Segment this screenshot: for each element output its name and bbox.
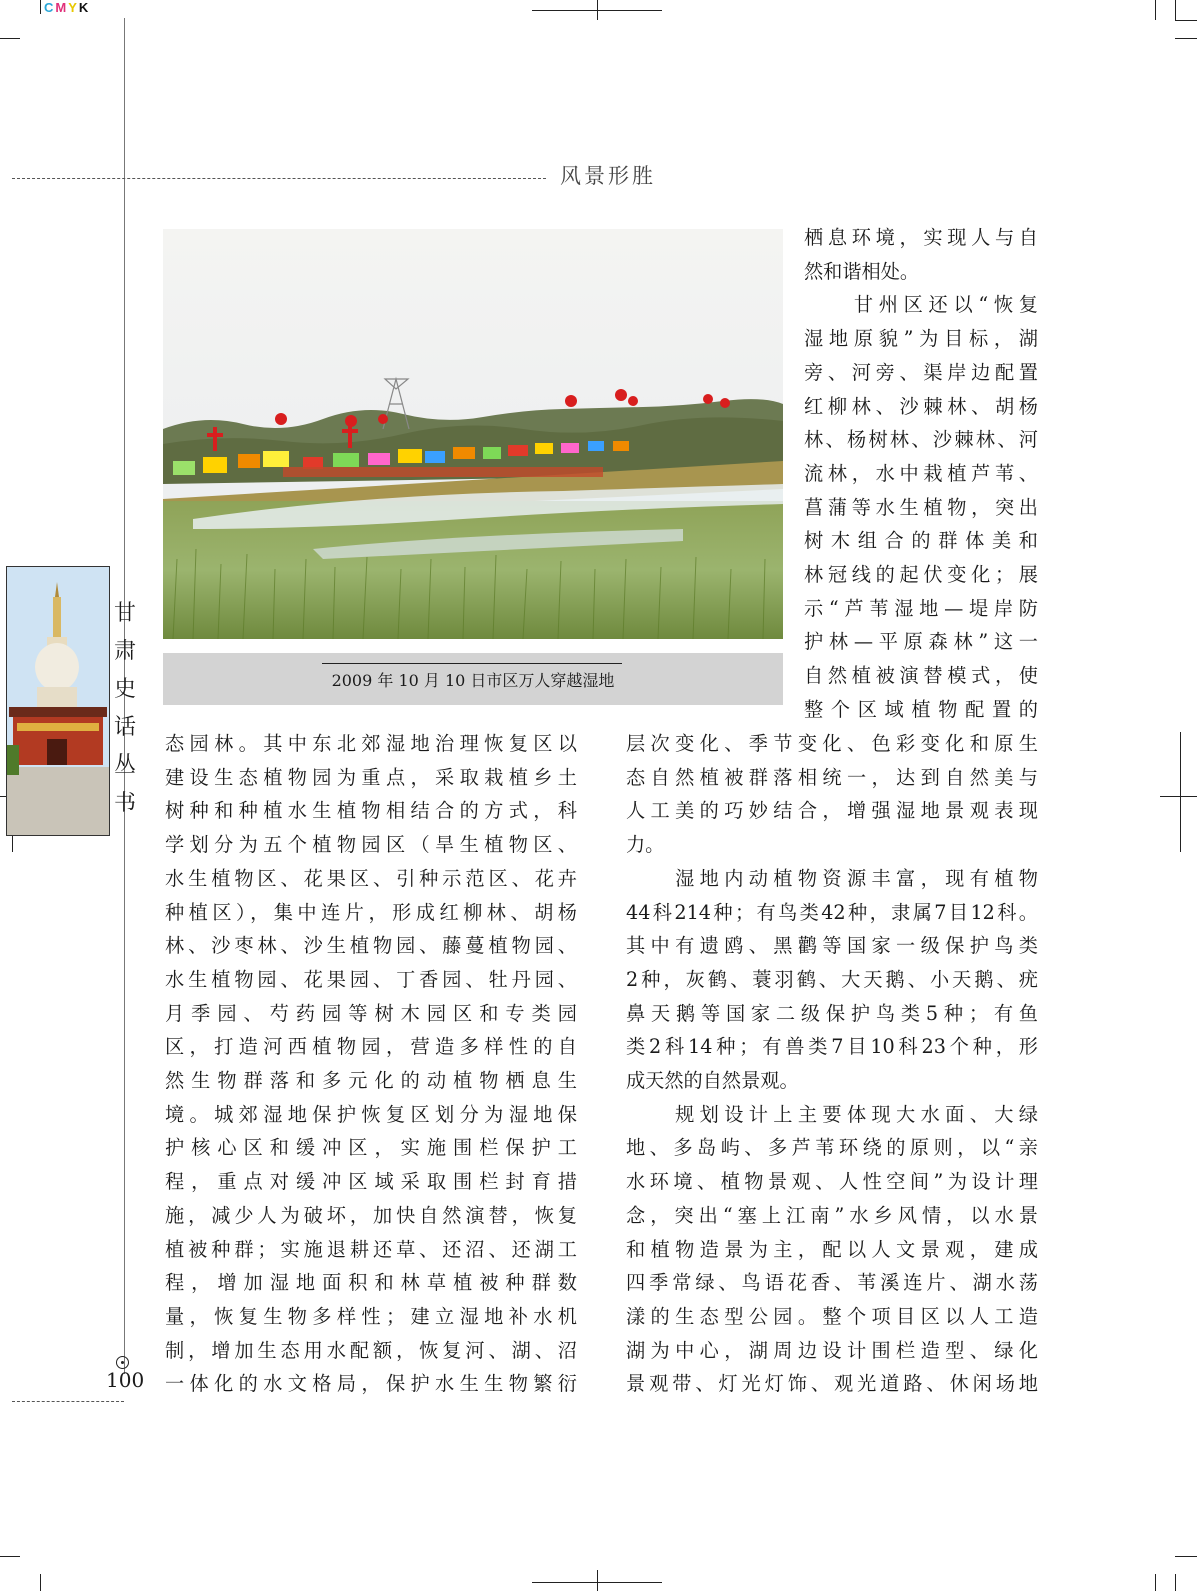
crop-mark <box>0 1556 20 1557</box>
text-line: 44科214种；有鸟类42种，隶属7目12科。 <box>626 900 1038 924</box>
series-char: 书 <box>113 791 136 816</box>
text-line: 甘州区还以“恢复 <box>804 293 1038 317</box>
text-line: 树种和种植水生植物相结合的方式，科 <box>165 799 577 823</box>
text-line: 水环境、植物景观、人性空间”为设计理 <box>626 1170 1038 1194</box>
text-line: 学划分为五个植物园区（旱生植物区、 <box>165 833 577 857</box>
text-line: 流林，水中栽植芦苇、 <box>804 461 1038 485</box>
text-line: 护林—平原森林”这一 <box>804 630 1038 654</box>
crop-mark <box>1175 38 1197 39</box>
text-line: 一体化的水文格局，保护水生生物繁衍 <box>165 1372 577 1396</box>
pagoda-illustration <box>7 567 109 835</box>
text-line: 念，突出“塞上江南”水乡风情，以水景 <box>626 1203 1038 1227</box>
text-line: 态自然植被群落相统一，达到自然美与 <box>626 765 1038 789</box>
crop-mark <box>1175 0 1176 20</box>
cmyk-k: K <box>78 0 91 15</box>
text-line: 红柳林、沙棘林、胡杨 <box>804 394 1038 418</box>
text-line: 月季园、芍药园等树木园区和专类园 <box>165 1001 577 1025</box>
text-line: 湖为中心，湖周边设计围栏造型、绿化 <box>626 1338 1038 1362</box>
photo-caption: 2009 年 10 月 10 日市区万人穿越湿地 <box>331 671 615 690</box>
text-line: 植被种群；实施退耕还草、还沼、还湖工 <box>165 1237 577 1261</box>
text-line: 然和谐相处。 <box>804 259 920 283</box>
section-title: 风景形胜 <box>560 164 656 188</box>
text-line: 示“芦苇湿地—堤岸防 <box>804 596 1038 620</box>
text-line: 程，增加湿地面积和林草植被种群数 <box>165 1271 577 1295</box>
text-line: 水生植物园、花果园、丁香园、牡丹园、 <box>165 967 577 991</box>
text-line: 树木组合的群体美和 <box>804 529 1038 553</box>
text-line: 制，增加生态用水配额，恢复河、湖、沼 <box>165 1338 577 1362</box>
registration-mark <box>597 1570 598 1591</box>
text-line: 施，减少人为破坏，加快自然演替，恢复 <box>165 1203 577 1227</box>
text-line: 区，打造河西植物园，营造多样性的自 <box>165 1035 577 1059</box>
text-line: 和植物造景为主，配以人文景观，建成 <box>626 1237 1038 1261</box>
left-column <box>165 727 577 1401</box>
text-line: 地、多岛屿、多芦苇环绕的原则，以“亲 <box>626 1136 1038 1160</box>
text-line: 人工美的巧妙结合，增强湿地景观表现 <box>626 799 1038 823</box>
crop-mark <box>1175 1574 1176 1591</box>
text-line: 规划设计上主要体现大水面、大绿 <box>626 1102 1038 1126</box>
series-char: 史 <box>113 677 136 702</box>
crop-mark <box>40 1574 41 1591</box>
series-char: 肃 <box>113 639 136 664</box>
cmyk-c: C <box>44 0 56 15</box>
cmyk-m: M <box>55 0 69 15</box>
text-line: 湿地原貌”为目标，湖 <box>804 327 1038 351</box>
book-series-title <box>110 595 140 823</box>
footer-rule <box>12 1401 124 1402</box>
text-line: 林冠线的起伏变化；展 <box>804 563 1038 587</box>
crop-mark <box>1155 0 1156 20</box>
wetland-photo <box>163 229 783 639</box>
caption-rule <box>322 663 622 664</box>
text-line: 栖息环境，实现人与自 <box>804 226 1038 249</box>
crop-mark <box>0 38 20 39</box>
text-line: 林、杨树林、沙棘林、河 <box>804 428 1038 452</box>
text-line: 整个区域植物配置的 <box>804 697 1038 721</box>
registration-mark <box>1160 796 1197 797</box>
pagoda-thumbnail <box>6 566 110 836</box>
right-column-bottom <box>626 727 1038 1401</box>
text-line: 层次变化、季节变化、色彩变化和原生 <box>626 732 1038 755</box>
registration-mark <box>597 0 598 20</box>
text-line: 境。城郊湿地保护恢复区划分为湿地保 <box>165 1102 577 1126</box>
page-number: 100 <box>106 1368 145 1392</box>
wetland-photo-illustration <box>163 229 783 639</box>
text-line: 成天然的自然景观。 <box>626 1069 799 1093</box>
crop-mark <box>1175 1556 1197 1557</box>
header-rule <box>12 178 546 179</box>
text-line: 旁、河旁、渠岸边配置 <box>804 360 1038 384</box>
series-char: 话 <box>113 715 136 740</box>
crop-mark <box>1175 20 1197 21</box>
text-line: 景观带、灯光灯饰、观光道路、休闲场地 <box>626 1372 1038 1396</box>
registration-mark <box>1180 732 1181 852</box>
text-line: 四季常绿、鸟语花香、苇溪连片、湖水荡 <box>626 1271 1038 1295</box>
text-line: 水生植物区、花果区、引种示范区、花卉 <box>165 866 577 890</box>
text-line: 2种，灰鹤、蓑羽鹤、大天鹅、小天鹅、疣 <box>626 967 1038 991</box>
crop-mark <box>40 0 41 14</box>
text-line: 类2科14种；有兽类7目10科23个种，形 <box>626 1035 1038 1059</box>
crop-mark <box>1155 1574 1156 1591</box>
text-line: 力。 <box>626 833 665 857</box>
text-line: 自然植被演替模式，使 <box>804 664 1038 688</box>
text-line: 湿地内动植物资源丰富，现有植物 <box>626 866 1038 890</box>
series-char: 甘 <box>113 601 136 626</box>
series-char: 丛 <box>113 753 136 778</box>
cmyk-color-bar <box>44 0 90 15</box>
text-line: 鼻天鹅等国家二级保护鸟类5种；有鱼 <box>626 1001 1038 1025</box>
text-line: 其中有遗鸥、黑鹳等国家一级保护鸟类 <box>626 934 1038 958</box>
text-line: 程，重点对缓冲区域采取围栏封育措 <box>165 1170 577 1194</box>
text-line: 漾的生态型公园。整个项目区以人工造 <box>626 1304 1038 1328</box>
text-line: 菖蒲等水生植物，突出 <box>804 495 1038 519</box>
text-line: 态园林。其中东北郊湿地治理恢复区以 <box>165 732 577 755</box>
cmyk-y: Y <box>68 0 79 15</box>
text-line: 建设生态植物园为重点，采取栽植乡土 <box>165 765 577 789</box>
text-line: 林、沙枣林、沙生植物园、藤蔓植物园、 <box>165 934 577 958</box>
text-line: 种植区），集中连片，形成红柳林、胡杨 <box>165 900 577 924</box>
text-line: 护核心区和缓冲区，实施围栏保护工 <box>165 1136 577 1160</box>
right-column-top <box>804 221 1038 727</box>
text-line: 然生物群落和多元化的动植物栖息生 <box>165 1069 577 1093</box>
text-line: 量，恢复生物多样性；建立湿地补水机 <box>165 1304 577 1328</box>
